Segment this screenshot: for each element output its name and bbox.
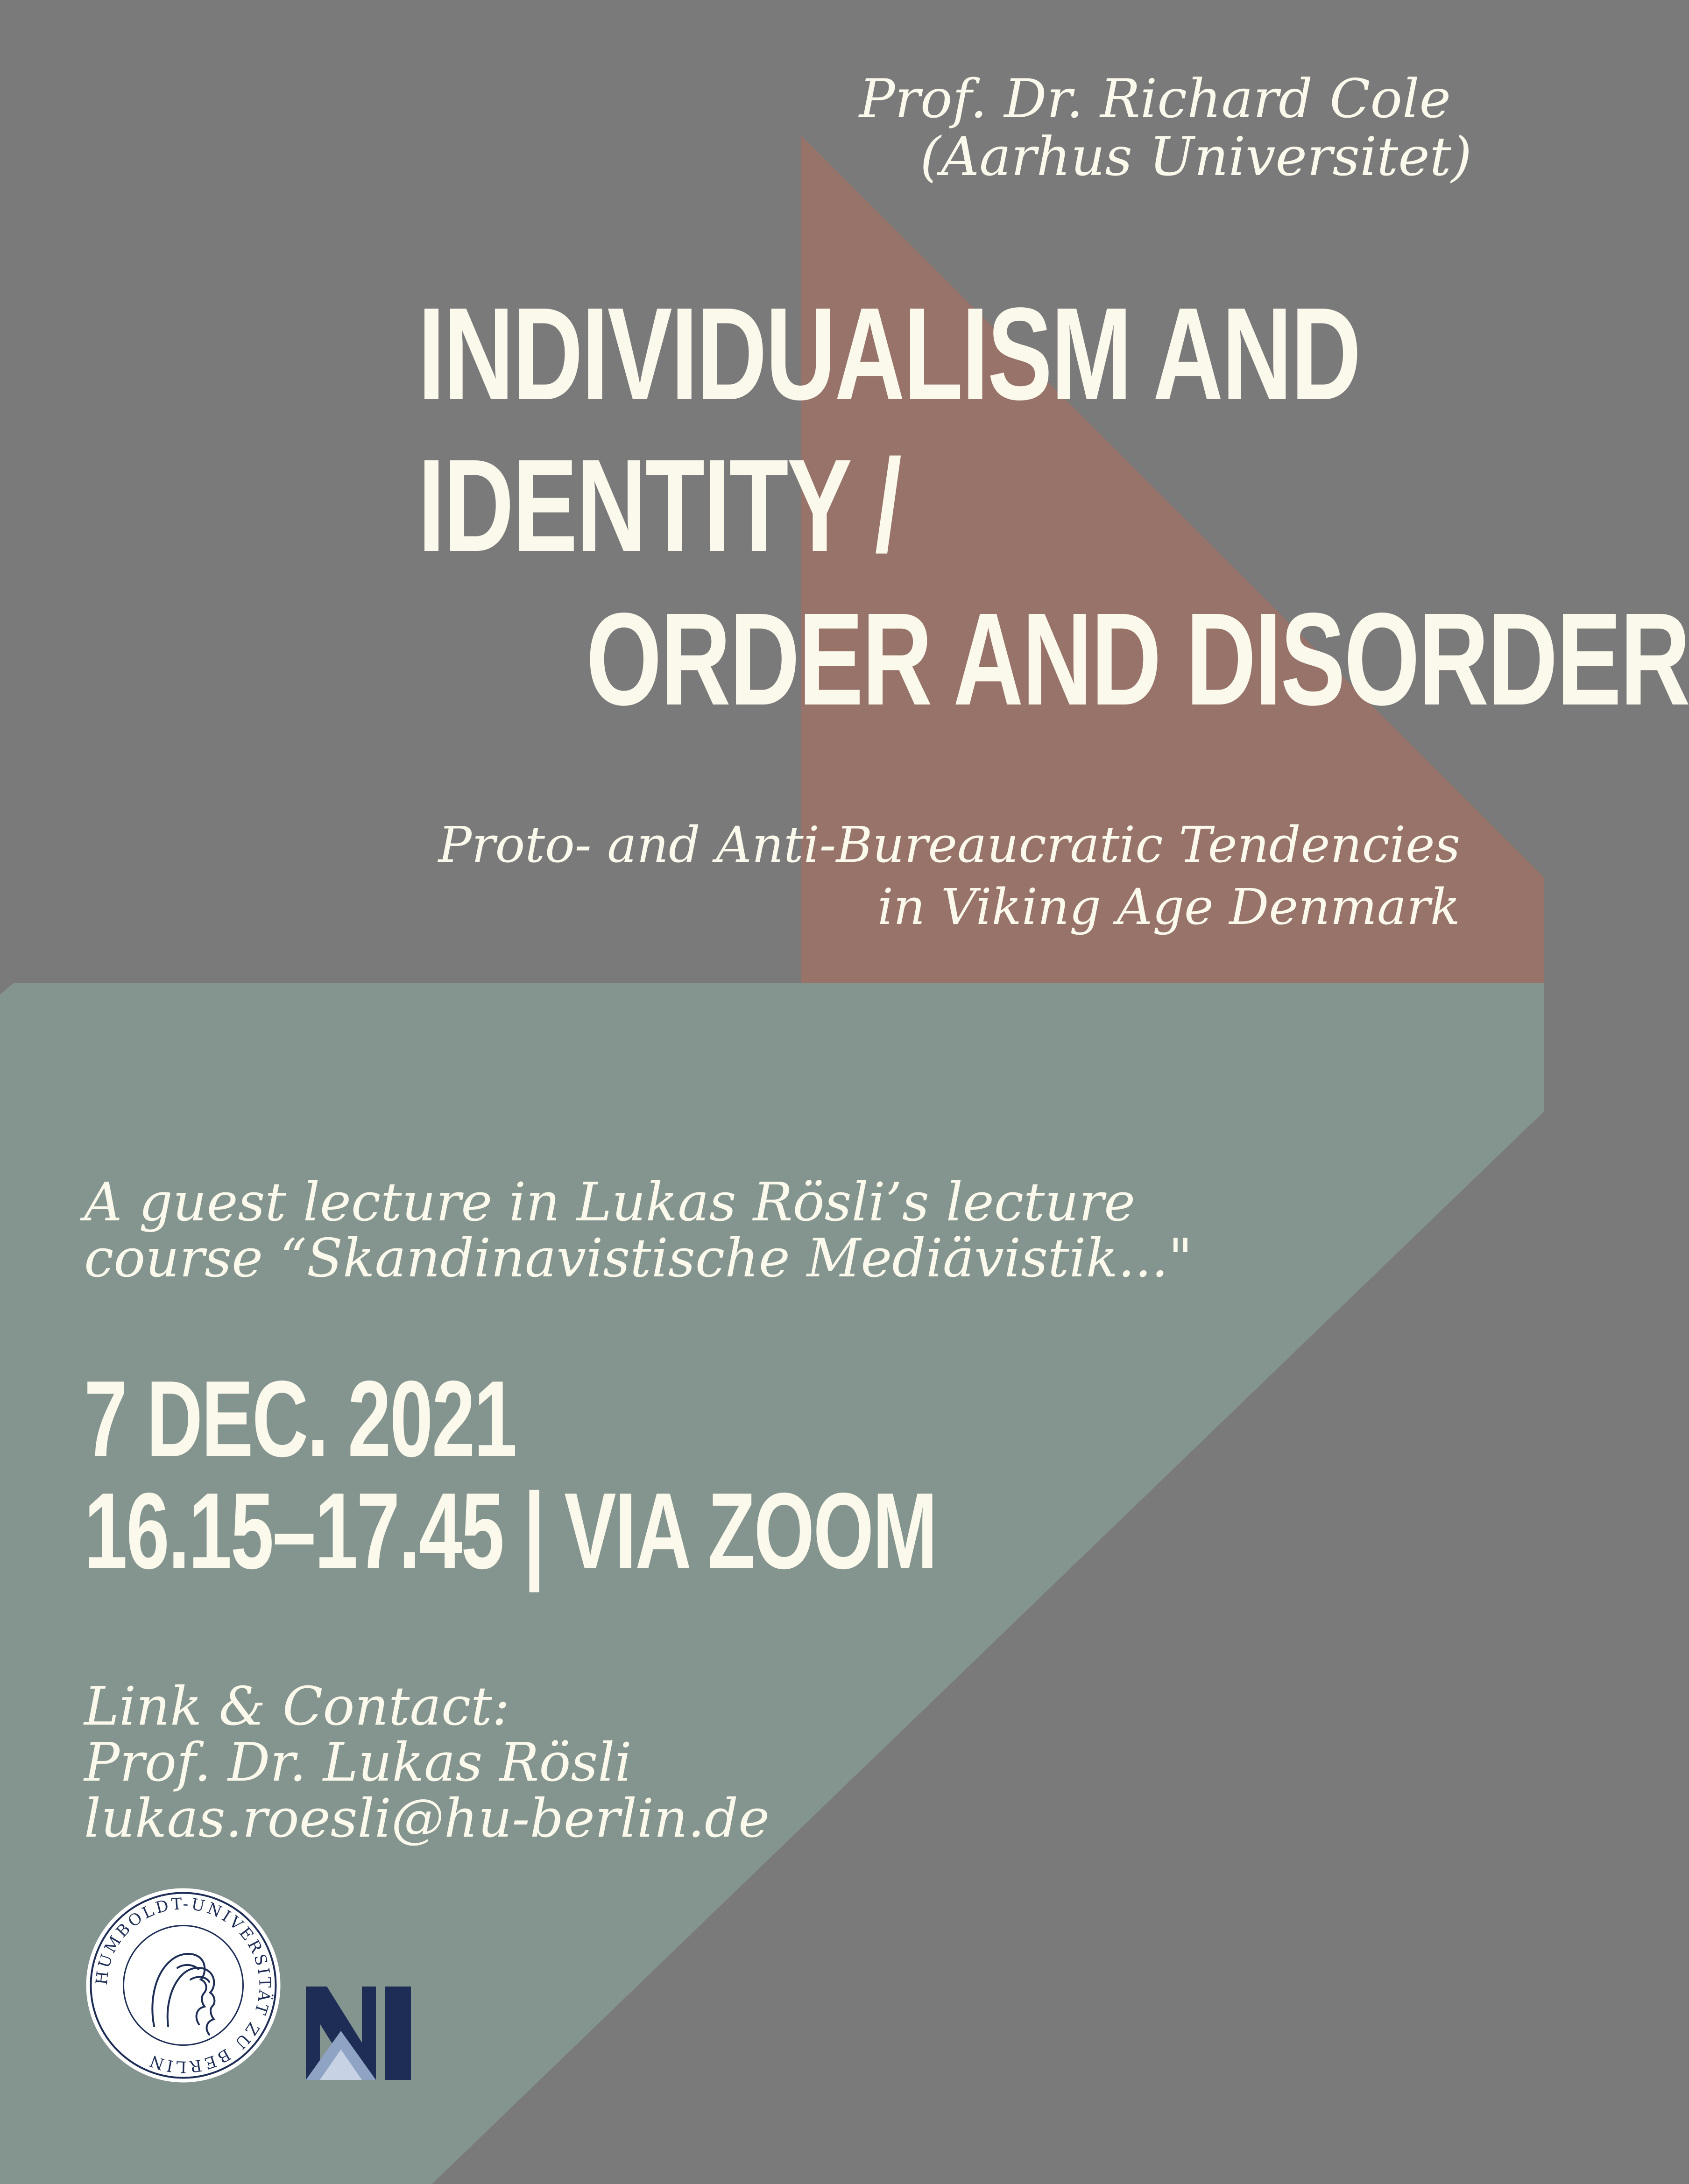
speaker-name: Prof. Dr. Richard Cole (859, 68, 1451, 130)
title-line-3: ORDER AND DISORDER (586, 585, 1689, 733)
contact-name: Prof. Dr. Lukas Rösli (84, 1732, 632, 1793)
ni-logo-icon (306, 1987, 411, 2080)
event-date: 7 DEC. 2021 (84, 1359, 516, 1479)
title-line-1: INDIVIDUALISM AND (418, 280, 1360, 427)
title-line-2: IDENTITY / (418, 432, 901, 579)
lecture-info-line-1: A guest lecture in Lukas Rösli’s lecture (84, 1171, 1136, 1233)
contact-label: Link & Contact: (84, 1676, 510, 1737)
svg-text:HUMBOLDT-UNIVERSITÄT ZU BERLIN: HUMBOLDT-UNIVERSITÄT ZU BERLIN (92, 1895, 274, 2076)
speaker-affiliation: (Aarhus Universitet) (920, 126, 1472, 188)
contact-email[interactable]: lukas.roesli@hu-berlin.de (84, 1788, 770, 1849)
humboldt-seal-icon (84, 1886, 283, 2085)
subtitle-line-2: in Viking Age Denmark (877, 878, 1460, 936)
lecture-info-line-2: course “Skandinavistische Mediävistik..." (84, 1227, 1193, 1289)
subtitle-line-1: Proto- and Anti-Bureaucratic Tendencies (438, 816, 1460, 874)
event-time-and-place: 16.15–17.45 | VIA ZOOM (84, 1471, 936, 1592)
